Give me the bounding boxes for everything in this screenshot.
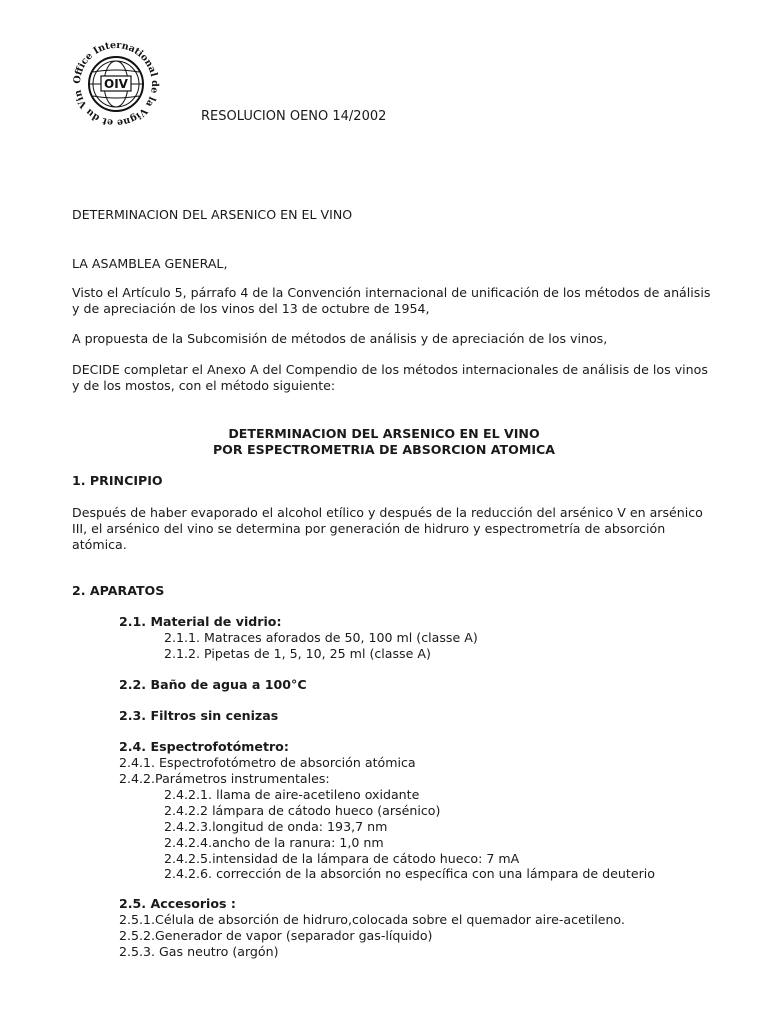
logo-ring-text: Office International de la Vigne et du Vin <box>71 39 161 129</box>
list-item: 2.4.2.Parámetros instrumentales: <box>119 771 330 786</box>
principio-text: Después de haber evaporado el alcohol etílico y después de la reducción del arsénico V en arsénico III, el arsénico del vino se determina por generación de hidruro y espectrometría de absorción atómica. <box>72 505 703 552</box>
list-item: 2.4.2.3.longitud de onda: 193,7 nm <box>164 819 388 834</box>
logo-center-text: OIV <box>104 77 128 91</box>
list-item: 2.4.2.5.intensidad de la lámpara de cátodo hueco: 7 mA <box>164 851 520 866</box>
propuesta-paragraph: A propuesta de la Subcomisión de métodos de análisis y de apreciación de los vinos, <box>72 331 608 346</box>
subsection-2-2-heading: 2.2. Baño de agua a 100°C <box>119 677 307 692</box>
section-aparatos-heading: 2. APARATOS <box>72 583 165 598</box>
section-principio-heading: 1. PRINCIPIO <box>72 473 163 488</box>
list-item: 2.1.1. Matraces aforados de 50, 100 ml (classe A) <box>164 630 478 645</box>
subsection-2-3-heading: 2.3. Filtros sin cenizas <box>119 708 279 723</box>
method-title-line1: DETERMINACION DEL ARSENICO EN EL VINO <box>228 426 540 441</box>
list-item: 2.4.2.1. llama de aire-acetileno oxidante <box>164 787 420 802</box>
subsection-2-5-heading: 2.5. Accesorios : <box>119 896 236 911</box>
list-item: 2.1.2. Pipetas de 1, 5, 10, 25 ml (classe A) <box>164 646 431 661</box>
visto-paragraph: Visto el Artículo 5, párrafo 4 de la Convención internacional de unificación de los métodos de análisis y de apreciación de los vinos del 13 de octubre de 1954, <box>72 285 711 316</box>
list-item: 2.4.2.6. corrección de la absorción no específica con una lámpara de deuterio <box>164 866 655 881</box>
list-item: 2.5.3. Gas neutro (argón) <box>119 944 279 959</box>
assembly-line: LA ASAMBLEA GENERAL, <box>72 256 228 271</box>
list-item: 2.4.2.2 lámpara de cátodo hueco (arsénico) <box>164 803 441 818</box>
document-title: DETERMINACION DEL ARSENICO EN EL VINO <box>72 207 353 222</box>
oiv-logo <box>70 38 162 130</box>
subsection-2-4-heading: 2.4. Espectrofotómetro: <box>119 739 289 754</box>
method-title-line2: POR ESPECTROMETRIA DE ABSORCION ATOMICA <box>212 442 556 457</box>
list-item: 2.4.2.4.ancho de la ranura: 1,0 nm <box>164 835 384 850</box>
list-item: 2.5.2.Generador de vapor (separador gas-líquido) <box>119 928 433 943</box>
list-item: 2.5.1.Célula de absorción de hidruro,colocada sobre el quemador aire-acetileno. <box>119 912 625 927</box>
resolution-number: RESOLUCION OENO 14/2002 <box>201 109 387 124</box>
subsection-2-1-heading: 2.1. Material de vidrio: <box>119 614 282 629</box>
decide-paragraph: DECIDE completar el Anexo A del Compendio de los métodos internacionales de análisis de los vinos y de los mostos, con el método siguiente: <box>72 362 708 393</box>
list-item: 2.4.1. Espectrofotómetro de absorción atómica <box>119 755 416 770</box>
